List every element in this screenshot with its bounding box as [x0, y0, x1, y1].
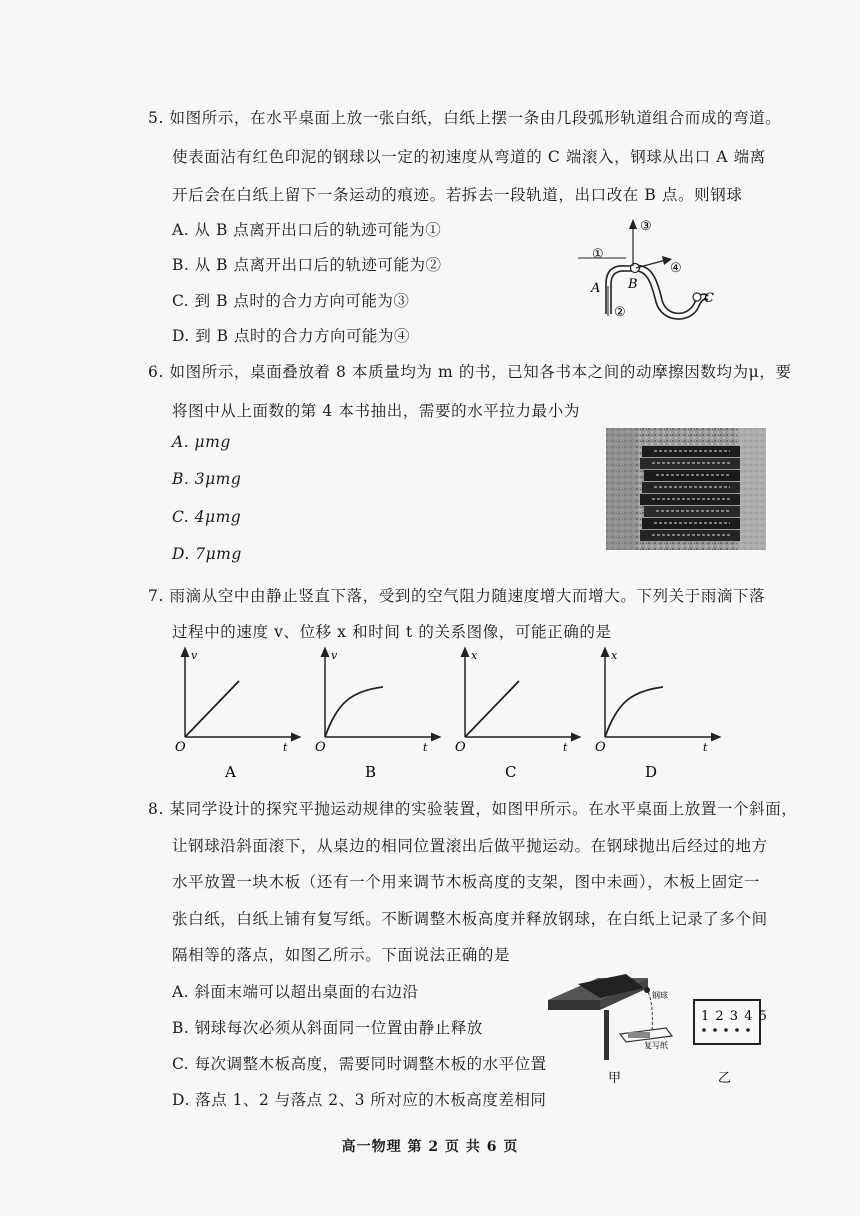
q6-line-2: 将图中从上面数的第 4 本书抽出，需要的水平拉力最小为 — [172, 402, 580, 420]
q8-dots-label: 1 2 3 4 5 — [701, 1009, 768, 1024]
graph-curve — [465, 681, 519, 737]
q7-line-1: 7. 雨滴从空中由静止竖直下落，受到的空气阻力随速度增大而增大。下列关于雨滴下落 — [148, 587, 766, 605]
q5-option-d: D. 到 B 点时的合力方向可能为④ — [172, 327, 410, 345]
graph-x-label: t — [563, 741, 568, 754]
q8-line-3: 水平放置一块木板（还有一个用来调节木板高度的支架，图中未画），木板上固定一 — [172, 873, 760, 891]
q8-paper-label: 复写纸 — [644, 1041, 668, 1050]
graph-option-letter: A — [225, 763, 236, 781]
graph-option-letter: D — [645, 763, 658, 781]
q7-graphs — [165, 645, 725, 785]
graph-x-label: t — [423, 741, 428, 754]
q8-dot-marks — [702, 1028, 750, 1032]
graph-b — [315, 649, 437, 781]
q5-label-a: A — [591, 281, 601, 296]
q8-line-2: 让钢球沿斜面滚下，从桌边的相同位置滚出后做平抛运动。在钢球抛出后经过的地方 — [172, 837, 768, 855]
graph-origin-label: O — [595, 740, 606, 755]
q8-option-c: C. 每次调整木板高度，需要同时调整木板的水平位置 — [172, 1055, 547, 1073]
graph-origin-label: O — [455, 740, 466, 755]
graph-origin-label: O — [175, 740, 186, 755]
graph-y-label: x — [471, 649, 478, 662]
q8-ball-label: 钢球 — [652, 991, 668, 1000]
q8-jia-label: 甲 — [608, 1071, 622, 1086]
q8-yi-label: 乙 — [718, 1071, 732, 1086]
q6-books-photo — [606, 428, 766, 550]
graph-curve — [185, 681, 239, 737]
graph-y-label: x — [611, 649, 618, 662]
graph-y-label: v — [191, 649, 198, 662]
q5-label-3: ③ — [640, 219, 652, 234]
q5-option-b: B. 从 B 点离开出口后的轨迹可能为② — [172, 256, 442, 274]
graph-option-letter: C — [505, 763, 517, 781]
q8-line-1: 8. 某同学设计的探究平抛运动规律的实验装置，如图甲所示。在水平桌面上放置一个斜面， — [148, 800, 798, 818]
page-footer: 高一物理 第 2 页 共 6 页 — [341, 1139, 519, 1155]
q5-label-2: ② — [614, 305, 626, 320]
q8-option-a: A. 斜面末端可以超出桌面的右边沿 — [172, 983, 419, 1001]
graph-x-label: t — [703, 741, 708, 754]
q5-label-1: ① — [592, 247, 604, 262]
graph-d — [595, 649, 717, 781]
q5-label-b: B — [628, 277, 638, 292]
q8-option-b: B. 钢球每次必须从斜面同一位置由静止释放 — [172, 1019, 483, 1037]
q6-option-a: A. μmg — [172, 433, 231, 451]
q5-label-c: C — [704, 291, 714, 306]
graph-curve — [325, 687, 383, 737]
q8-option-d: D. 落点 1、2 与落点 2、3 所对应的木板高度差相同 — [172, 1091, 547, 1109]
q6-option-b: B. 3μmg — [172, 470, 242, 488]
q5-line-3: 开后会在白纸上留下一条运动的痕迹。若拆去一段轨道，出口改在 B 点。则钢球 — [172, 186, 743, 204]
graph-a — [175, 649, 297, 781]
q6-line-1: 6. 如图所示，桌面叠放着 8 本质量均为 m 的书，已知各书本之间的动摩擦因数均为μ，要 — [148, 363, 792, 381]
graph-c — [455, 649, 577, 781]
graph-origin-label: O — [315, 740, 326, 755]
q8-line-4: 张白纸，白纸上铺有复写纸。不断调整木板高度并释放钢球，在白纸上记录了多个间 — [172, 910, 768, 928]
q8-line-5: 隔相等的落点，如图乙所示。下面说法正确的是 — [172, 946, 511, 964]
q6-option-d: D. 7μmg — [172, 545, 242, 563]
q5-option-a: A. 从 B 点离开出口后的轨迹可能为① — [172, 221, 442, 239]
q5-track-figure — [578, 214, 728, 324]
q6-option-c: C. 4μmg — [172, 508, 242, 526]
graph-option-letter: B — [365, 763, 377, 781]
q5-label-4: ④ — [670, 261, 682, 276]
q5-line-2: 使表面沾有红色印泥的钢球以一定的初速度从弯道的 C 端滚入，钢球从出口 A 端离 — [172, 148, 766, 166]
graph-curve — [605, 687, 663, 737]
q7-line-2: 过程中的速度 v、位移 x 和时间 t 的关系图像，可能正确的是 — [172, 623, 612, 641]
graph-y-label: v — [331, 649, 338, 662]
graph-x-label: t — [283, 741, 288, 754]
q8-apparatus-figure — [548, 970, 774, 1088]
q5-line-1: 5. 如图所示，在水平桌面上放一张白纸，白纸上摆一条由几段弧形轨道组合而成的弯道。 — [148, 109, 782, 127]
q5-option-c: C. 到 B 点时的合力方向可能为③ — [172, 292, 410, 310]
